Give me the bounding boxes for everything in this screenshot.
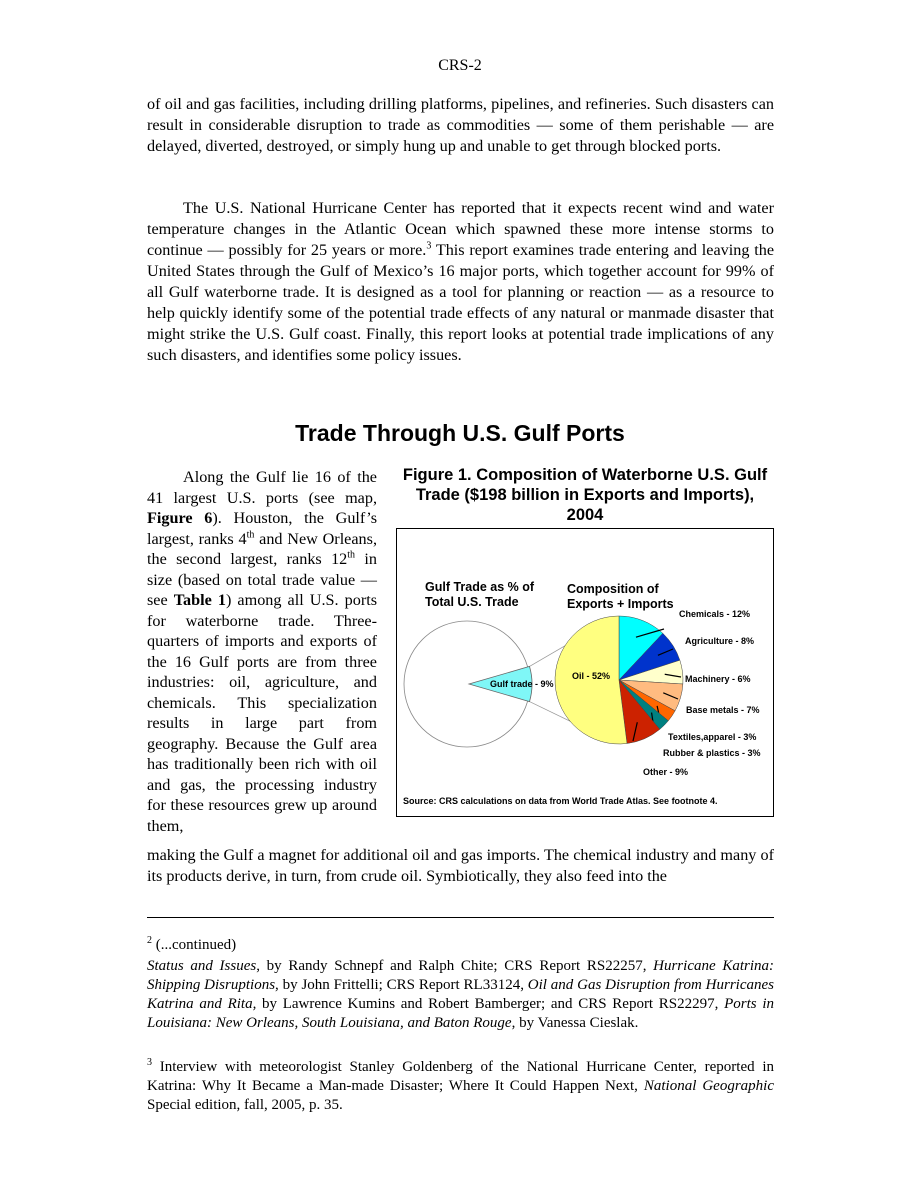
- section-title: Trade Through U.S. Gulf Ports: [295, 420, 625, 446]
- figure-chart-box: [396, 528, 774, 817]
- figure-6-ref: Figure 6: [147, 509, 213, 527]
- page-number: CRS-2: [438, 57, 482, 74]
- footnote-2-body: [147, 957, 774, 1033]
- pie-label-0: Chemicals - 12%: [679, 609, 751, 619]
- continuation-paragraph: making the Gulf a magnet for additional oil and gas imports. The chemical industry and many of its products derive, in turn, from crude oil. Symbiotically, they also feed into the: [147, 846, 774, 885]
- table-1-ref: Table 1: [173, 591, 226, 609]
- ordinal-sup-1: th: [246, 529, 255, 541]
- pie-label-3: Base metals - 7%: [686, 705, 760, 715]
- fn2-title-4: Ports in Louisiana: New Orleans, South Louisiana, and Baton Rouge: [147, 996, 774, 1031]
- fn3-title: National Geographic: [643, 1078, 774, 1094]
- side-text-1: Along the Gulf lie 16 of the 41 largest U.S. ports (see map,: [147, 468, 377, 507]
- body-paragraph-1: of oil and gas facilities, including drilling platforms, pipelines, and refineries. Such disasters can result in considerable disruption to trade as commodities — some of them perishable — are delayed, diverted, destroyed, or simply hung up and unable to get through blocked ports.: [147, 95, 774, 155]
- left-pie-title-1: Gulf Trade as % of: [425, 580, 535, 594]
- side-text-3: and New Orleans, the second largest, ranks 12: [147, 529, 377, 568]
- gulf-trade-label: Gulf trade - 9%: [490, 679, 554, 689]
- fn2-text-1: , by Randy Schnepf and Ralph Chite; CRS Report RS22257,: [256, 958, 654, 974]
- pie-label-4: Textiles,apparel - 3%: [668, 732, 757, 742]
- fn2-title-1: Status and Issues: [147, 958, 257, 974]
- side-text-5: ) among all U.S. ports for waterborne trade. Three-quarters of imports and exports of the 16 Gulf ports are from three industries: oil, agriculture, and chemicals. This specialization results in large part from geography. Because the Gulf area has traditionally been rich with oil and gas, the processing industry for these resources grew up around them,: [147, 591, 378, 835]
- fn2-text-2: , by John Frittelli; CRS Report RL33124,: [275, 977, 528, 993]
- footnote-3-number: 3: [147, 1057, 152, 1068]
- side-text-4: in size (based on total trade value — see: [147, 550, 378, 609]
- pie-label-1: Agriculture - 8%: [685, 636, 755, 646]
- fn2-text-4: , by Vanessa Cieslak.: [511, 1015, 639, 1031]
- fn3-text-1: Interview with meteorologist Stanley Goldenberg of the National Hurricane Center, reported in Katrina: Why It Became a Man-made Disaster; Where It Could Happen Next,: [147, 1059, 774, 1094]
- side-text-2: ). Houston, the Gulf’s largest, ranks 4: [147, 509, 378, 548]
- left-pie-title-2: Total U.S. Trade: [425, 595, 519, 609]
- pie-label-6: Other - 9%: [643, 767, 689, 777]
- fn2-text-3: by Lawrence Kumins and Robert Bamberger; and CRS Report RS22297,: [256, 996, 725, 1012]
- fn2-title-3: Oil and Gas Disruption from Hurricanes Katrina and Rita,: [147, 977, 774, 1012]
- pie-label-5: Rubber & plastics - 3%: [663, 748, 761, 758]
- ordinal-sup-2: th: [347, 549, 356, 561]
- footnote-rule: [147, 917, 774, 918]
- side-column-text: [147, 467, 377, 836]
- right-pie-title-2: Exports + Imports: [567, 597, 674, 611]
- pie-label-7: Oil - 52%: [572, 671, 611, 681]
- body-paragraph-2-text: The U.S. National Hurricane Center has reported that it expects recent wind and water temperature changes in the Atlantic Ocean which spawned these more intense storms to continue — possibly for 25 years or more.: [147, 199, 774, 259]
- fn3-text-2: Special edition, fall, 2005, p. 35.: [147, 1097, 343, 1113]
- figure-source: Source: CRS calculations on data from World Trade Atlas. See footnote 4.: [403, 796, 718, 806]
- body-paragraph-2: [147, 198, 774, 366]
- footnote-ref-3: 3: [426, 240, 432, 252]
- pie-label-2: Machinery - 6%: [685, 674, 751, 684]
- footnote-2: [147, 936, 774, 955]
- pie-chart-svg: [397, 529, 773, 816]
- footnote-2-cont: (...continued): [152, 937, 237, 953]
- footnote-3: [147, 1058, 774, 1115]
- right-pie-title-1: Composition of: [567, 582, 659, 596]
- figure-title: Figure 1. Composition of Waterborne U.S. Gulf Trade ($198 billion in Exports and Imports), 2004: [402, 466, 768, 524]
- footnote-2-number: 2: [147, 935, 152, 946]
- body-paragraph-2-text-cont: This report examines trade entering and leaving the United States through the Gulf of Mexico’s 16 major ports, which together account for 99% of all Gulf waterborne trade. It is designed as a tool for planning or reaction — as a resource to help quickly identify some of the potential trade effects of any natural or manmade disaster that might strike the U.S. Gulf coast. Finally, this report looks at potential trade implications of any such disasters, and identifies some policy issues.: [147, 241, 775, 364]
- fn2-title-2: Hurricane Katrina: Shipping Disruptions: [147, 958, 774, 993]
